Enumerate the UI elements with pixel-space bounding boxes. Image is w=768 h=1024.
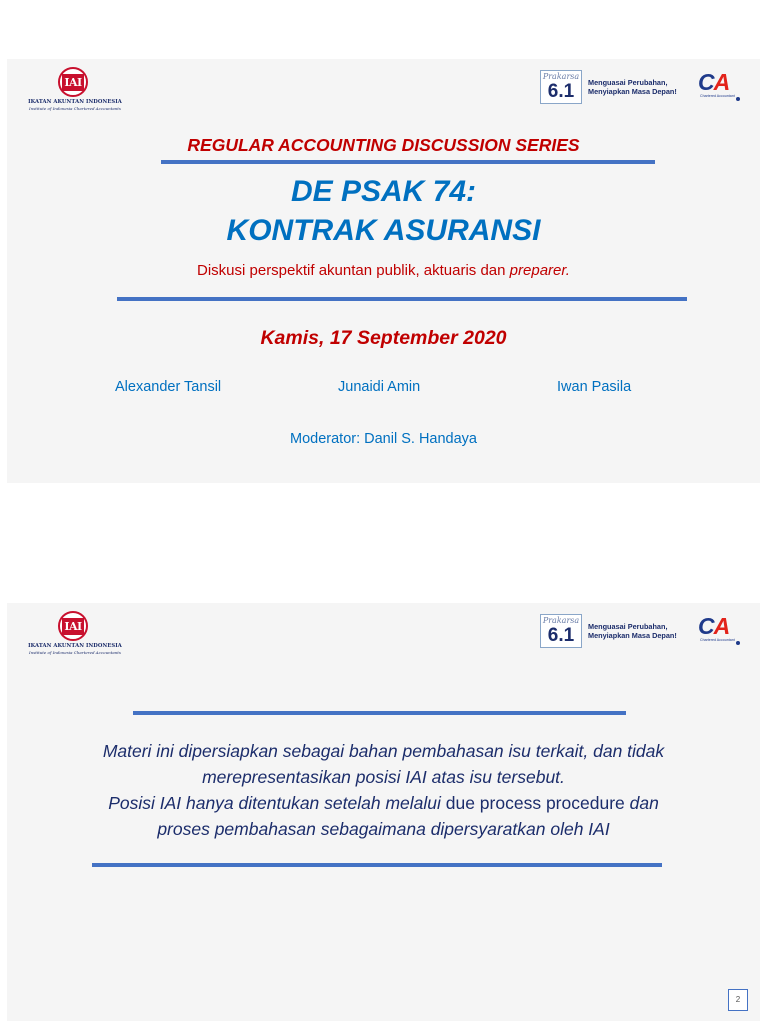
- disclaimer-bottom-divider: [92, 863, 662, 867]
- title-line-1: DE PSAK 74:: [290, 175, 477, 208]
- ca-logo: [698, 614, 742, 650]
- disclaimer-line-1: Materi ini dipersiapkan sebagai bahan pembahasan isu terkait, dan tidak: [102, 741, 665, 761]
- page-number: 2: [728, 989, 748, 1011]
- prakarsa-box: [540, 614, 582, 648]
- iai-subtitle: Institute of Indonesia Chartered Accountants: [29, 106, 121, 111]
- slide-1: [7, 59, 760, 483]
- ca-dot-icon: [736, 97, 740, 101]
- moderator: Moderator: Danil S. Handaya: [290, 431, 477, 447]
- disclaimer-line-2: merepresentasikan posisi IAI atas isu tersebut.: [202, 767, 565, 787]
- prakarsa-tagline-2: Menyiapkan Masa Depan!: [588, 631, 677, 640]
- subtitle-divider: [117, 297, 687, 301]
- ca-logo-text: CA: [698, 69, 730, 95]
- prakarsa-tagline-1: Menguasai Perubahan,: [588, 622, 668, 631]
- speaker-1: Alexander Tansil: [115, 379, 222, 395]
- slide-2: [7, 603, 760, 1021]
- prakarsa-tagline-2: Menyiapkan Masa Depan!: [588, 87, 677, 96]
- prakarsa-number: 6.1: [547, 625, 575, 646]
- ca-logo-text: CA: [698, 613, 730, 639]
- prakarsa-word: Prakarsa: [542, 616, 580, 625]
- ca-logo: [698, 70, 742, 106]
- disclaimer-line-4: proses pembahasan sebagaimana dipersyaratkan oleh IAI: [157, 819, 610, 839]
- iai-seal-icon: IAI: [58, 67, 88, 97]
- iai-logo: [25, 611, 125, 657]
- iai-subtitle: Institute of Indonesia Chartered Accountants: [29, 650, 121, 655]
- disclaimer-line-3: Posisi IAI hanya ditentukan setelah melalui due process procedure dan: [108, 793, 659, 813]
- disclaimer-top-divider: [133, 711, 626, 715]
- series-divider: [161, 160, 655, 164]
- prakarsa-box: [540, 70, 582, 104]
- iai-name: IKATAN AKUNTAN INDONESIA: [28, 99, 122, 105]
- ca-logo-subtitle: Chartered Accountant: [700, 94, 735, 98]
- iai-logo: [25, 67, 125, 113]
- subtitle: Diskusi perspektif akuntan publik, aktuaris dan preparer.: [197, 262, 570, 279]
- ca-logo-subtitle: Chartered Accountant: [700, 638, 735, 642]
- event-date: Kamis, 17 September 2020: [260, 327, 507, 349]
- series-title: REGULAR ACCOUNTING DISCUSSION SERIES: [187, 135, 580, 155]
- prakarsa-tagline: [588, 78, 677, 96]
- prakarsa-number: 6.1: [547, 81, 575, 102]
- prakarsa-word: Prakarsa: [542, 72, 580, 81]
- prakarsa-tagline: [588, 622, 677, 640]
- ca-dot-icon: [736, 641, 740, 645]
- title-line-2: KONTRAK ASURANSI: [226, 214, 541, 247]
- iai-seal-icon: IAI: [58, 611, 88, 641]
- prakarsa-tagline-1: Menguasai Perubahan,: [588, 78, 668, 87]
- speaker-2: Junaidi Amin: [338, 379, 421, 395]
- iai-name: IKATAN AKUNTAN INDONESIA: [28, 643, 122, 649]
- prakarsa-badge: [540, 614, 690, 650]
- prakarsa-badge: [540, 70, 690, 106]
- speaker-3: Iwan Pasila: [557, 379, 632, 395]
